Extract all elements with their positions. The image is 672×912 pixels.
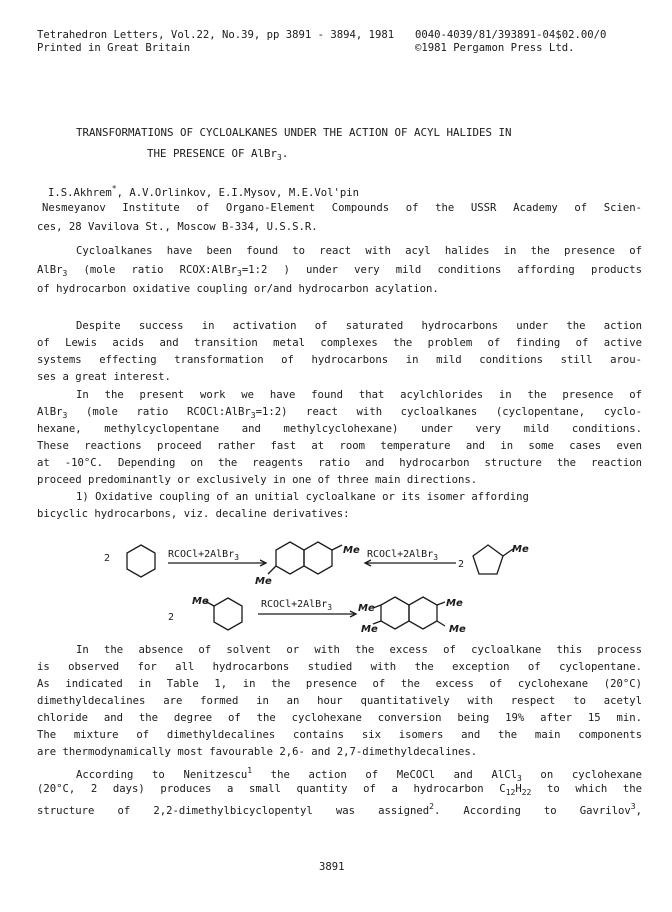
reagent-label-2: RCOCl+2AlBr$_3$ bbox=[367, 549, 439, 562]
body-p1-line4: ses a great interest. bbox=[37, 371, 171, 383]
decaline-ring-left bbox=[276, 542, 304, 574]
printed-in: Printed in Great Britain bbox=[37, 42, 191, 54]
body-p1-line2: of Lewis acids and transition metal complexes the problem of finding of active bbox=[37, 337, 642, 349]
body-p4-line4: dimethyldecalines are formed in an hour quantitatively with respect to acetyl bbox=[37, 695, 642, 707]
cyclohexane-ring bbox=[127, 545, 155, 577]
methyl-label: Me bbox=[446, 598, 463, 609]
body-p4-line5: chloride and the degree of the cyclohexane conversion being 19% after 15 min. bbox=[37, 712, 642, 724]
paper-title-line2: THE PRESENCE OF AlBr$_3$. bbox=[147, 147, 289, 162]
cyclopentane-ring bbox=[473, 545, 503, 574]
reagent-label-1: RCOCl+2AlBr$_3$ bbox=[168, 549, 240, 562]
methyl-label: Me bbox=[512, 544, 529, 555]
authors: I.S.Akhrem*, A.V.Orlinkov, E.I.Mysov, M.E.Vol'pin bbox=[48, 184, 359, 199]
copyright: ©1981 Pergamon Press Ltd. bbox=[415, 42, 575, 54]
body-p2-line5: at -10°C. Depending on the reagents ratio and hydrocarbon structure the reaction bbox=[37, 457, 642, 469]
body-p5-line3: structure of 2,2-dimethylbicyclopentyl was assigned$^2$. According to Gavrilov$^3$, bbox=[37, 802, 642, 817]
methyl-label: Me bbox=[343, 545, 360, 556]
reference-2: 2 bbox=[429, 802, 434, 811]
body-p2-line3: hexane, methylcyclopentane and methylcyclohexane) under very mild conditions. bbox=[37, 423, 642, 435]
abstract-line2: AlBr$_3$ (mole ratio RCOX:AlBr$_3$=1:2 ) under very mild conditions affording products bbox=[37, 264, 642, 278]
coefficient-2: 2 bbox=[168, 612, 175, 623]
methyl-label: Me bbox=[361, 624, 378, 635]
methyl-label: Me bbox=[358, 603, 375, 614]
body-p4-line3: As indicated in Table 1, in the presence of the excess of cyclohexane (20°C) bbox=[37, 678, 642, 690]
body-p3-line2: bicyclic hydrocarbons, viz. decaline derivatives: bbox=[37, 508, 350, 520]
reference-3: 3 bbox=[630, 802, 636, 811]
body-p4-line2: is observed for all hydrocarbons studied with the exception of cyclopentane. bbox=[37, 661, 642, 673]
body-p1-line3: systems effecting transformation of hydrocarbons in mild conditions still arou- bbox=[37, 354, 642, 366]
decaline-ring-right bbox=[304, 542, 332, 574]
page-number: 3891 bbox=[319, 861, 345, 873]
abstract-line1: Cycloalkanes have been found to react with acyl halides in the presence of bbox=[76, 245, 642, 257]
body-p5-line1: According to Nenitzescu$^1$ the action of MeCOCl and AlCl$_3$ on cyclohexane bbox=[76, 766, 642, 783]
reference-1: 1 bbox=[247, 766, 253, 775]
body-p4-line6: The mixture of dimethyldecalines contains six isomers and the main components bbox=[37, 729, 642, 741]
body-p2-line1: In the present work we have found that acylchlorides in the presence of bbox=[76, 389, 642, 401]
body-p2-line2: AlBr$_3$ (mole ratio RCOCl:AlBr$_3$=1:2) react with cycloalkanes (cyclopentane, cyclo- bbox=[37, 406, 642, 420]
decaline-ring-left bbox=[381, 597, 409, 629]
methyl-label: Me bbox=[192, 596, 209, 607]
journal-citation: Tetrahedron Letters, Vol.22, No.39, pp 3891 - 3894, 1981 bbox=[37, 29, 395, 41]
body-p2-line6: proceed predominantly or exclusively in one of three main directions. bbox=[37, 474, 478, 486]
coefficient-2: 2 bbox=[458, 559, 465, 570]
methyl-label: Me bbox=[255, 576, 272, 587]
body-p4-line7: are thermodynamically most favourable 2,6- and 2,7-dimethyldecalines. bbox=[37, 746, 478, 758]
methyl-label: Me bbox=[449, 624, 466, 635]
paper-title-line1: TRANSFORMATIONS OF CYCLOALKANES UNDER THE ACTION OF ACYL HALIDES IN bbox=[76, 126, 512, 139]
decaline-ring-right bbox=[409, 597, 437, 629]
body-p3-line1: 1) Oxidative coupling of an unitial cycloalkane or its isomer affording bbox=[76, 491, 529, 503]
coefficient-2: 2 bbox=[104, 553, 111, 564]
affiliation-line2: ces, 28 Vavilova St., Moscow B-334, U.S.S.R. bbox=[37, 221, 318, 233]
methylcyclohexane-ring bbox=[214, 598, 242, 630]
body-p1-line1: Despite success in activation of saturated hydrocarbons under the action bbox=[76, 320, 642, 332]
body-p5-line2: (20°C, 2 days) produces a small quantity of a hydrocarbon $C_{12}H_{22}$ to which the bbox=[37, 783, 642, 797]
body-p2-line4: These reactions proceed rather fast at room temperature and in some cases even bbox=[37, 440, 642, 452]
article-code: 0040-4039/81/393891-04$02.00/0 bbox=[415, 29, 607, 41]
body-p4-line1: In the absence of solvent or with the excess of cycloalkane this process bbox=[76, 644, 642, 656]
reagent-label-3: RCOCl+2AlBr$_3$ bbox=[261, 599, 333, 612]
affiliation-line1: Nesmeyanov Institute of Organo-Element Compounds of the USSR Academy of Scien- bbox=[42, 202, 642, 214]
abstract-line3: of hydrocarbon oxidative coupling or/and hydrocarbon acylation. bbox=[37, 283, 439, 295]
corresponding-author-mark: * bbox=[111, 184, 117, 193]
